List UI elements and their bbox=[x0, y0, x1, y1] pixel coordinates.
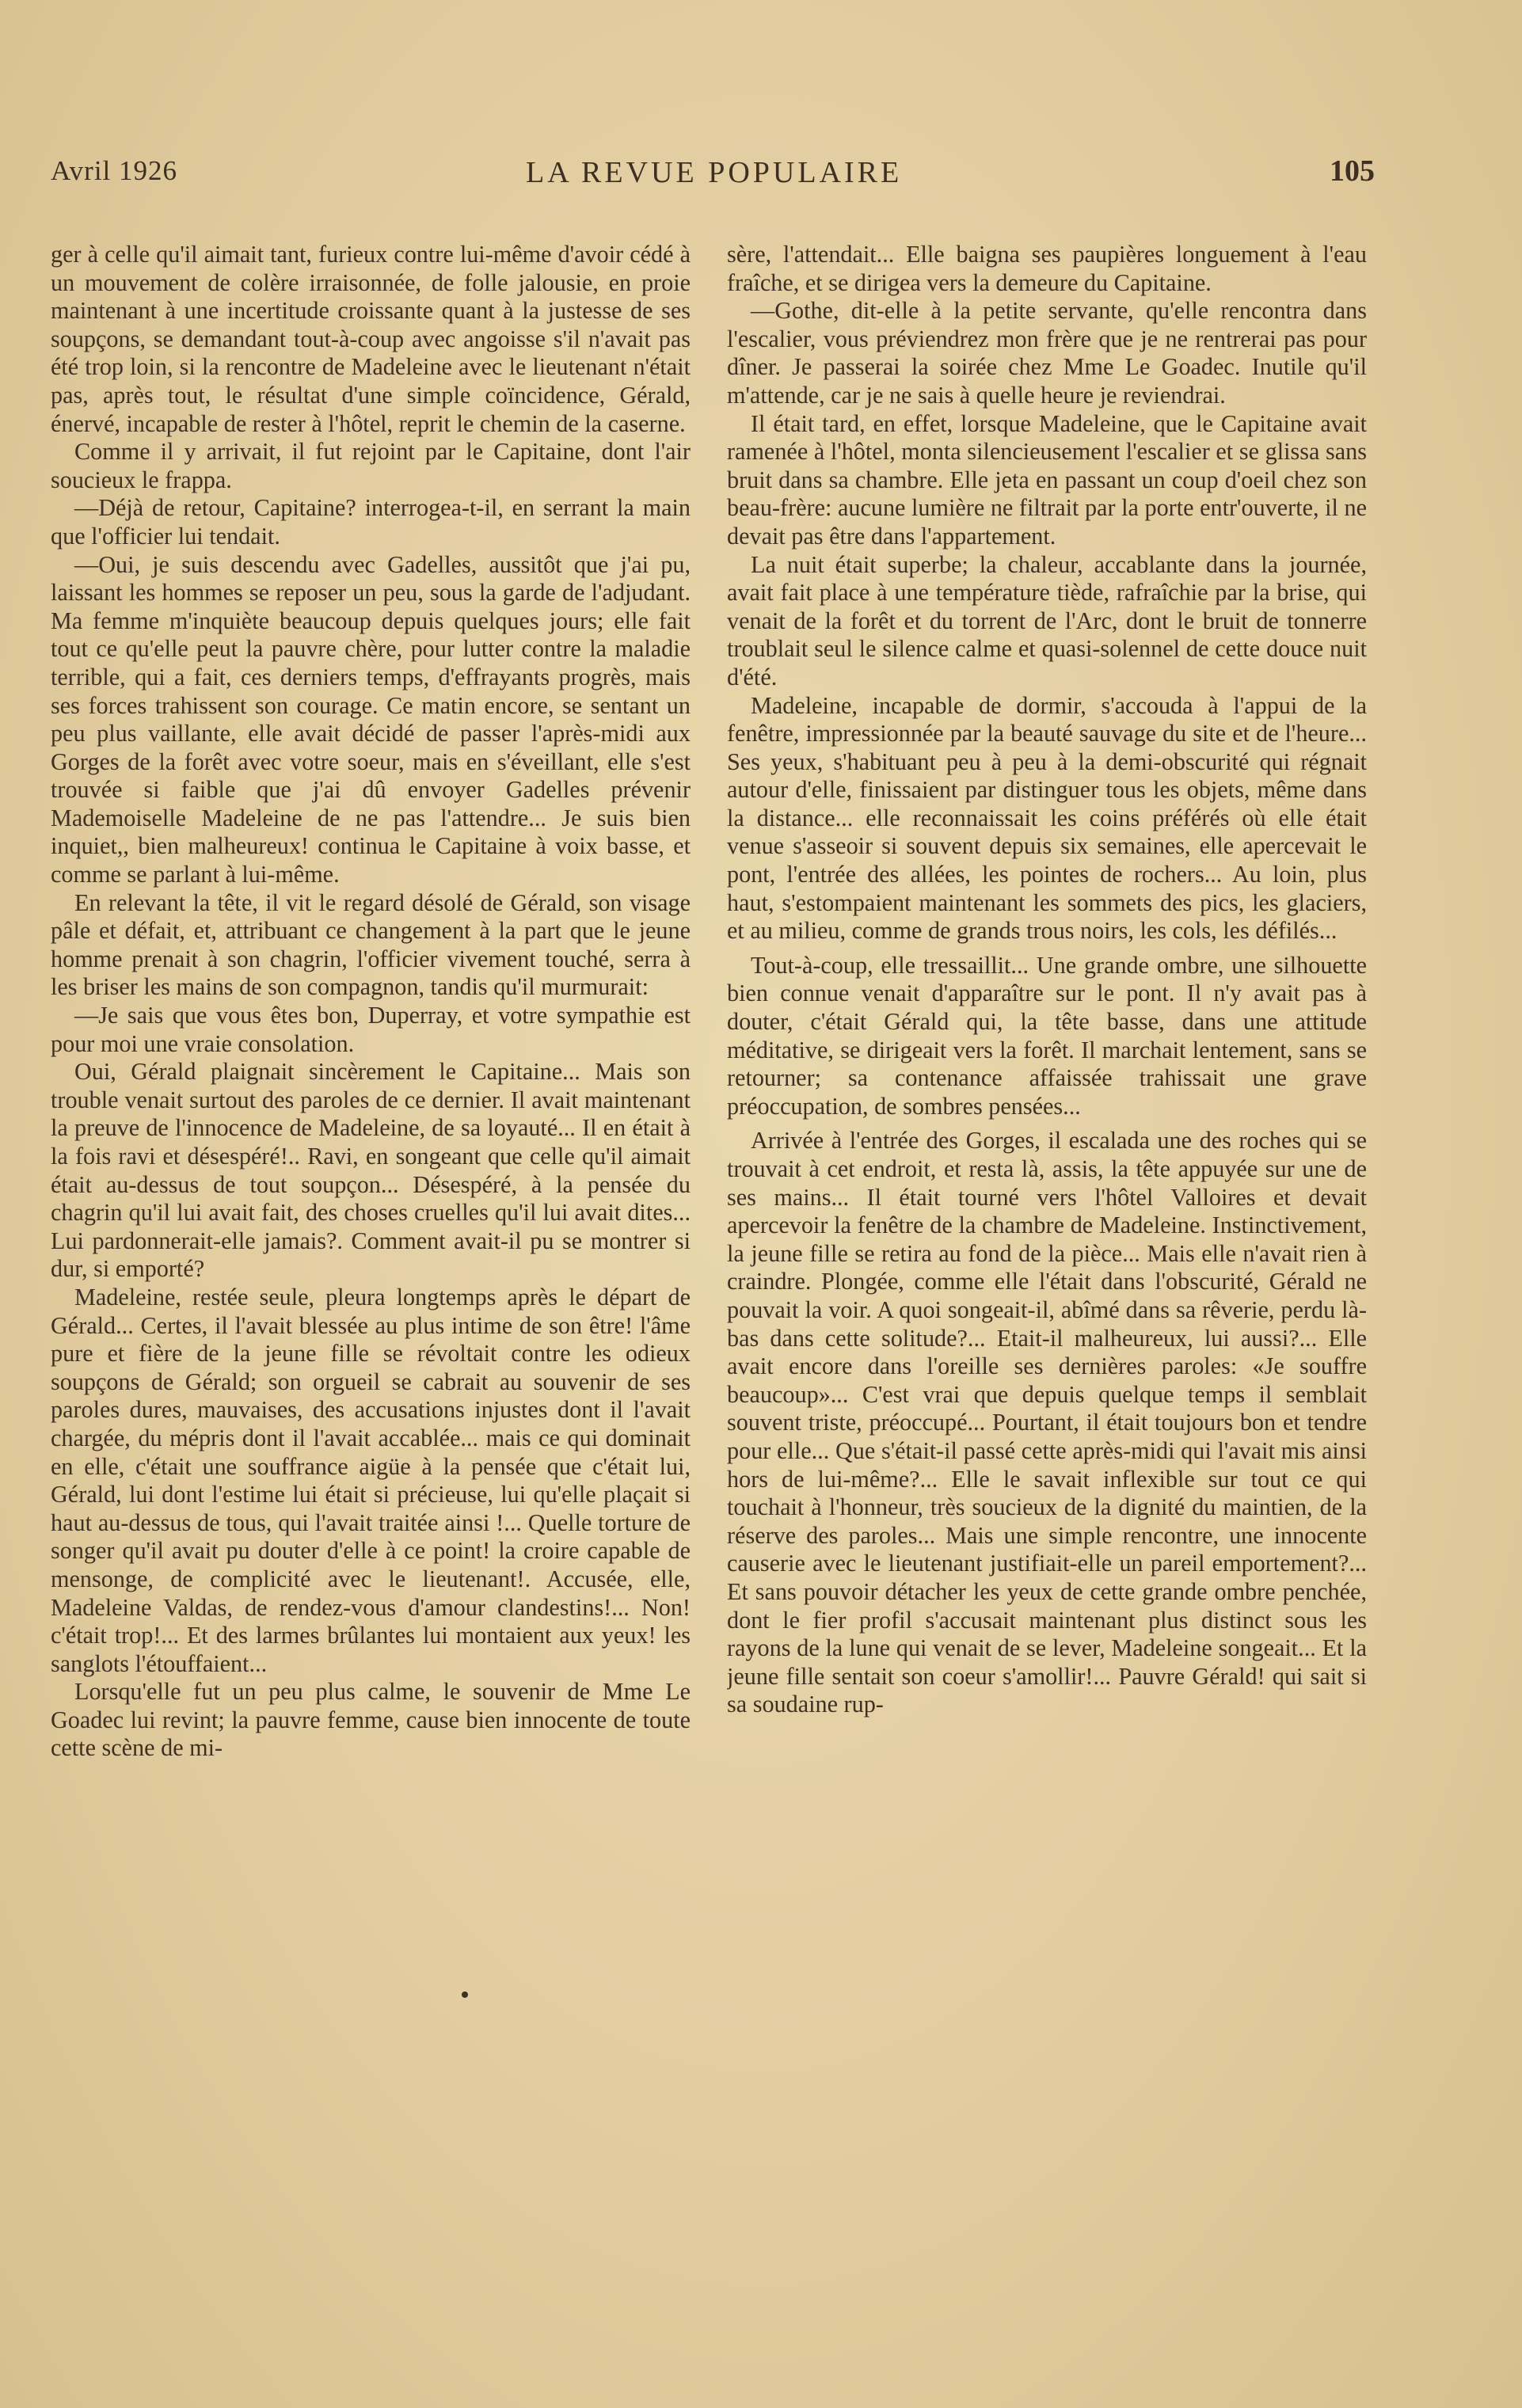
paragraph: Madeleine, restée seule, pleura longtemps après le départ de Gérald... Certes, il l'avait blessée au plus intime de son être! l'âme pure et fière de la jeune fille se révoltait contre les odieux soupçons de Gérald; son orgueil se cabrait au souvenir de ses paroles dures, mauvaises, des accusations injustes dont il l'avait chargée, du mépris dont il l'avait accablée... mais ce qui dominait en elle, c'était une souffrance aigüe à la pensée que c'était lui, Gérald, lui dont l'estime lui était si précieuse, lui qu'elle plaçait si haut au-dessus de tous, qui l'avait traitée ainsi !... Quelle torture de songer qu'il avait pu douter d'elle à ce point! la croire capable de mensonge, de complicité avec le lieutenant!. Accusée, elle, Madeleine Valdas, de rendez-vous d'amour clandestins!... Non! c'était trop!... Et des larmes brûlantes lui montaient aux yeux! les sanglots l'étouffaient... bbox=[51, 1283, 691, 1677]
paragraph: Oui, Gérald plaignait sincèrement le Capitaine... Mais son trouble venait surtout des paroles de ce dernier. Il avait maintenant la preuve de l'innocence de Madeleine, de sa loyauté... Il en était à la fois ravi et désespéré!.. Ravi, en songeant que celle qu'il aimait était au-dessus de tout soupçon... Désespéré, à la pensée du chagrin qu'il lui avait fait, des choses cruelles qu'il lui avait dites... Lui pardonnerait-elle jamais?. Comment avait-il pu se montrer si dur, si emporté? bbox=[51, 1058, 691, 1283]
page-number: 105 bbox=[1330, 154, 1375, 188]
page-header bbox=[51, 155, 1375, 203]
journal-title: LA REVUE POPULAIRE bbox=[526, 156, 903, 189]
paragraph: —Gothe, dit-elle à la petite servante, qu'elle rencontra dans l'escalier, vous préviendrez mon frère que je ne rentrerai pas pour dîner. Je passerai la soirée chez Mme Le Goadec. Inutile qu'il m'attende, car je ne sais à quelle heure je reviendrai. bbox=[727, 297, 1367, 409]
issue-date: Avril 1926 bbox=[51, 155, 178, 186]
paragraph: La nuit était superbe; la chaleur, accablante dans la journée, avait fait place à une température tiède, rafraîchie par la brise, qui venait de la forêt et du torrent de l'Arc, dont le bruit de tonnerre troublait seul le silence calme et quasi-solennel de cette douce nuit d'été. bbox=[727, 550, 1367, 690]
paragraph: —Oui, je suis descendu avec Gadelles, aussitôt que j'ai pu, laissant les hommes se reposer un peu, sous la garde de l'adjudant. Ma femme m'inquiète beaucoup depuis quelques jours; elle fait tout ce qu'elle peut la pauvre chère, pour lutter contre la maladie terrible, qui a fait, ces derniers temps, d'effrayants progrès, mais ses forces trahissent son courage. Ce matin encore, se sentant un peu plus vaillante, elle avait décidé de passer l'après-midi aux Gorges de la forêt avec votre soeur, mais en s'éveillant, elle s'est trouvée si faible que j'ai dû envoyer Gadelles prévenir Mademoiselle Madeleine de ne pas l'attendre... Je suis bien inquiet,, bien malheureux! continua le Capitaine à voix basse, et comme se parlant à lui-même. bbox=[51, 550, 691, 888]
paragraph: Comme il y arrivait, il fut rejoint par le Capitaine, dont l'air soucieux le frappa. bbox=[51, 438, 691, 493]
paragraph: Lorsqu'elle fut un peu plus calme, le souvenir de Mme Le Goadec lui revint; la pauvre femme, cause bien innocente de toute cette scène de mi- bbox=[51, 1678, 691, 1762]
left-column bbox=[51, 241, 691, 2173]
paragraph: Madeleine, incapable de dormir, s'accouda à l'appui de la fenêtre, impressionnée par la beauté sauvage du site et de l'heure... Ses yeux, s'habituant peu à peu à la demi-obscurité qui régnait autour d'elle, finissaient par distinguer tous les objets, même dans la distance... elle reconnaissait les coins préférés où elle était venue s'asseoir si souvent depuis six semaines, elle apercevait le pont, l'entrée des allées, les pointes de rochers... Au loin, plus haut, s'estompaient maintenant les sommets des pics, les glaciers, et au milieu, comme de grands trous noirs, les cols, les défilés... bbox=[727, 691, 1367, 945]
paragraph: ger à celle qu'il aimait tant, furieux contre lui-même d'avoir cédé à un mouvement de colère irraisonnée, de folle jalousie, en proie maintenant à une incertitude croissante quant à la justesse de ses soupçons, se demandant tout-à-coup avec angoisse s'il n'avait pas été trop loin, si la rencontre de Madeleine avec le lieutenant n'était pas, après tout, le résultat d'une simple coïncidence, Gérald, énervé, incapable de rester à l'hôtel, reprit le chemin de la caserne. bbox=[51, 241, 691, 437]
paragraph: Arrivée à l'entrée des Gorges, il escalada une des roches qui se trouvait à cet endroit, et resta là, assis, la tête appuyée sur une de ses mains... Il était tourné vers l'hôtel Valloires et devait apercevoir la fenêtre de la chambre de Madeleine. Instinctivement, la jeune fille se retira au fond de la pièce... Mais elle n'avait rien à craindre. Plongée, comme elle l'était dans l'obscurité, Gérald ne pouvait la voir. A quoi songeait-il, abîmé dans sa rêverie, perdu là-bas dans cette solitude?... Etait-il malheureux, lui aussi?... Elle avait encore dans l'oreille ses dernières paroles: «Je souffre beaucoup»... C'est vrai que depuis quelque temps il semblait souvent triste, préoccupé... Pourtant, il était toujours bon et tendre pour elle... Que s'était-il passé cette après-midi qui l'avait mis ainsi hors de lui-même?... Elle le savait inflexible sur tout ce qui touchait à l'honneur, très soucieux de la dignité du maintien, de la réserve des paroles... Mais une simple rencontre, une innocente causerie avec le lieutenant justifiait-elle un pareil emportement?... Et sans pouvoir détacher les yeux de cette grande ombre penchée, dont le fier profil s'accusait maintenant plus distinct sous les rayons de la lune qui venait de se lever, Madeleine songeait... Et la jeune fille sentait son coeur s'amollir!... Pauvre Gérald! qui sait si sa soudaine rup- bbox=[727, 1127, 1367, 1718]
paragraph: Il était tard, en effet, lorsque Madeleine, que le Capitaine avait ramenée à l'hôtel, monta silencieusement l'escalier et se glissa sans bruit dans sa chambre. Elle jeta en passant un coup d'oeil chez son beau-frère: aucune lumière ne filtrait par la porte entr'ouverte, il ne devait pas être dans l'appartement. bbox=[727, 409, 1367, 550]
paragraph: —Je sais que vous êtes bon, Duperray, et votre sympathie est pour moi une vraie consolation. bbox=[51, 1002, 691, 1057]
paragraph: En relevant la tête, il vit le regard désolé de Gérald, son visage pâle et défait, et, attribuant ce changement à la part que le jeune homme prenait à son chagrin, l'officier vivement touché, serra à les briser les mains de son compagnon, tandis qu'il murmurait: bbox=[51, 888, 691, 1001]
right-column bbox=[727, 241, 1367, 2173]
paragraph: Tout-à-coup, elle tressaillit... Une grande ombre, une silhouette bien connue venait d'apparaître sur le pont. Il n'y avait pas à douter, c'était Gérald qui, la tête basse, dans une attitude méditative, se dirigeait vers la forêt. Il marchait lentement, sans se retourner; sa contenance affaissée trahissait une grave préoccupation, de sombres pensées... bbox=[727, 951, 1367, 1120]
paragraph: sère, l'attendait... Elle baigna ses paupières longuement à l'eau fraîche, et se dirigea vers la demeure du Capitaine. bbox=[727, 241, 1367, 296]
print-speck bbox=[462, 1991, 468, 1998]
paragraph: —Déjà de retour, Capitaine? interrogea-t-il, en serrant la main que l'officier lui tendait. bbox=[51, 494, 691, 550]
